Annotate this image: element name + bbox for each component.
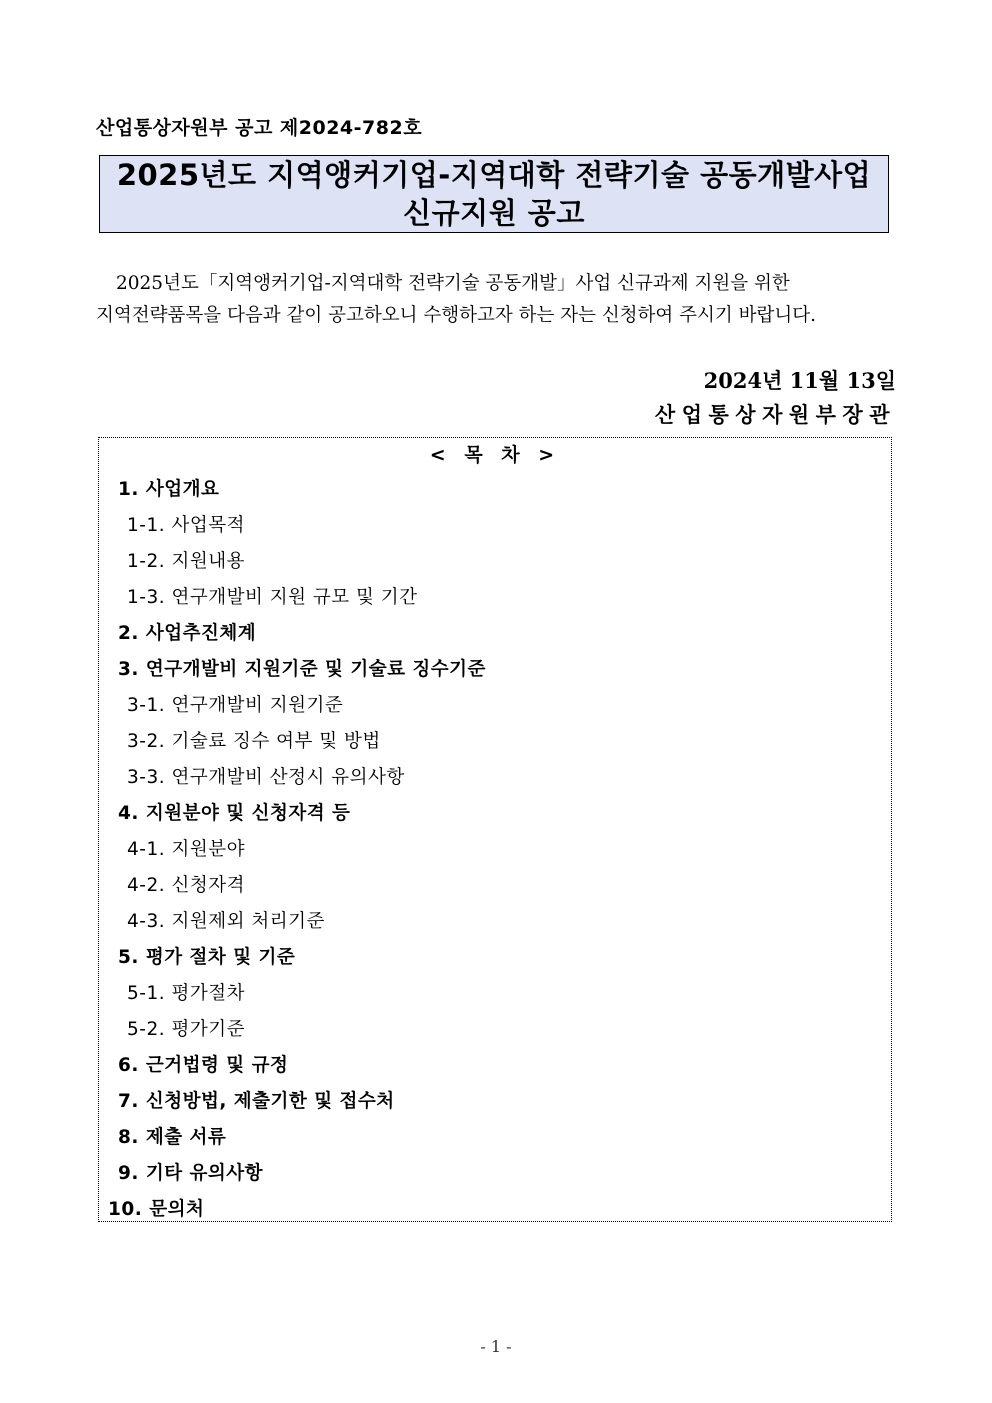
toc-heading: < 목 차 > [429, 444, 561, 466]
toc-subsection: 3-3. 연구개발비 산정시 유의사항 [127, 767, 405, 788]
table-of-contents [98, 437, 892, 1222]
announcement-date: 2024년 11월 13일 [703, 368, 896, 393]
intro-paragraph [96, 268, 896, 332]
title-box [99, 155, 889, 233]
toc-subsection: 4-3. 지원제외 처리기준 [127, 911, 325, 932]
notice-number: 산업통상자원부 공고 제2024-782호 [96, 117, 423, 139]
toc-section: 9. 기타 유의사항 [118, 1163, 264, 1184]
toc-subsection: 5-1. 평가절차 [127, 983, 245, 1004]
intro-line-1: 2025년도「지역앵커기업-지역대학 전략기술 공동개발」사업 신규과제 지원을 위한 [116, 273, 790, 294]
toc-subsection: 5-2. 평가기준 [127, 1019, 245, 1040]
toc-section: 5. 평가 절차 및 기준 [118, 947, 296, 968]
toc-list [99, 472, 891, 1228]
toc-subsection: 1-2. 지원내용 [127, 551, 245, 572]
toc-subsection: 4-1. 지원분야 [127, 839, 245, 860]
toc-subsection: 4-2. 신청자격 [127, 875, 245, 896]
title-line-1: 2025년도 지역앵커기업-지역대학 전략기술 공동개발사업 [116, 158, 872, 192]
page-number: - 1 - [480, 1337, 512, 1356]
toc-section: 10. 문의처 [108, 1199, 205, 1220]
toc-section: 8. 제출 서류 [118, 1127, 227, 1148]
toc-subsection: 1-3. 연구개발비 지원 규모 및 기간 [127, 587, 418, 608]
title-line-2: 신규지원 공고 [403, 196, 585, 230]
toc-section: 7. 신청방법, 제출기한 및 접수처 [118, 1091, 395, 1112]
toc-section: 1. 사업개요 [118, 479, 220, 500]
issuer: 산업통상자원부장관 [654, 402, 896, 427]
toc-subsection: 3-1. 연구개발비 지원기준 [127, 695, 344, 716]
toc-section: 3. 연구개발비 지원기준 및 기술료 징수기준 [118, 659, 486, 680]
toc-subsection: 3-2. 기술료 징수 여부 및 방법 [127, 731, 381, 752]
toc-section: 4. 지원분야 및 신청자격 등 [118, 803, 351, 824]
toc-section: 2. 사업추진체계 [118, 623, 257, 644]
toc-subsection: 1-1. 사업목적 [127, 515, 245, 536]
intro-line-2: 지역전략품목을 다음과 같이 공고하오니 수행하고자 하는 자는 신청하여 주시기 바랍니다. [96, 305, 817, 326]
toc-section: 6. 근거법령 및 규정 [118, 1055, 289, 1076]
